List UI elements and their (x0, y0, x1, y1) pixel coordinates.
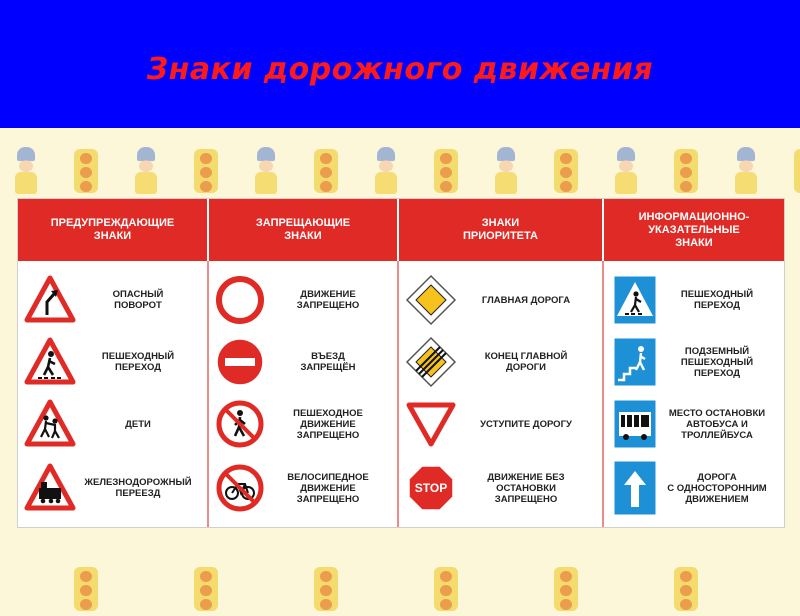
column-header-label: ПРЕДУПРЕЖДАЮЩИЕ ЗНАКИ (50, 217, 175, 242)
sign-item-bus-stop (612, 395, 782, 453)
column-header-label: ЗАПРЕЩАЮЩИЕ ЗНАКИ (255, 217, 351, 242)
column-divider (602, 261, 604, 527)
traffic-officer-decoration-icon (610, 145, 642, 195)
underground-crossing-sign-icon (612, 336, 658, 388)
sign-label: ОПАСНЫЙ ПОВОРОТ (112, 289, 164, 311)
table-header-row (18, 199, 784, 261)
header-banner (0, 0, 800, 128)
traffic-light-decoration-icon (430, 563, 462, 613)
sign-label: ДВИЖЕНИЕ ЗАПРЕЩЕНО (296, 289, 360, 311)
decorative-border-bottom (0, 560, 800, 616)
sign-item-give-way (404, 395, 600, 453)
sign-item-main-road (404, 271, 600, 329)
sign-label: УСТУПИТЕ ДОРОГУ (480, 418, 572, 430)
column-header-informational (604, 199, 784, 261)
sign-item-pedestrian-crossing-info (612, 271, 782, 329)
bus-stop-sign-icon (612, 398, 658, 450)
traffic-officer-decoration-icon (370, 145, 402, 195)
sign-item-no-pedestrians (214, 395, 394, 453)
column-header-prohibitory (209, 199, 397, 261)
traffic-light-decoration-icon (310, 145, 342, 195)
traffic-officer-decoration-icon (250, 145, 282, 195)
sign-label: ЖЕЛЕЗНОДОРОЖНЫЙ ПЕРЕЕЗД (84, 477, 192, 499)
column-divider (397, 261, 399, 527)
sign-item-railway-crossing (24, 457, 204, 519)
sign-item-stop (404, 457, 600, 519)
sign-label: ДОРОГА С ОДНОСТОРОННИМ ДВИЖЕНИЕМ (667, 471, 767, 505)
sign-label: ВЕЛОСИПЕДНОЕ ДВИЖЕНИЕ ЗАПРЕЩЕНО (287, 471, 369, 505)
sign-item-dangerous-curve (24, 271, 204, 329)
traffic-officer-decoration-icon (10, 145, 42, 195)
column-divider (207, 261, 209, 527)
sign-label: ДЕТИ (125, 418, 151, 430)
sign-item-underground-crossing (612, 333, 782, 391)
column-header-label: ИНФОРМАЦИОННО- УКАЗАТЕЛЬНЫЕ ЗНАКИ (638, 210, 750, 249)
give-way-sign-icon (404, 397, 458, 451)
traffic-officer-decoration-icon (730, 145, 762, 195)
traffic-light-decoration-icon (70, 145, 102, 195)
sign-item-end-main-road (404, 333, 600, 391)
column-header-priority (399, 199, 602, 261)
sign-item-no-bicycles (214, 457, 394, 519)
decorative-border-top (0, 142, 800, 198)
traffic-light-decoration-icon (670, 145, 702, 195)
sign-item-no-traffic (214, 271, 394, 329)
sign-label: ПЕШЕХОДНЫЙ ПЕРЕХОД (680, 289, 754, 311)
sign-item-pedestrian-crossing-warning (24, 333, 204, 391)
sign-item-children (24, 395, 204, 453)
column-header-label: ЗНАКИ ПРИОРИТЕТА (463, 217, 538, 242)
road-signs-table (17, 198, 785, 528)
traffic-light-decoration-icon (70, 563, 102, 613)
sign-label: ДВИЖЕНИЕ БЕЗ ОСТАНОВКИ ЗАПРЕЩЕНО (487, 471, 565, 505)
stop-sign-text: STOP (414, 481, 448, 495)
sign-label: ПЕШЕХОДНОЕ ДВИЖЕНИЕ ЗАПРЕЩЕНО (293, 407, 363, 441)
traffic-officer-decoration-icon (130, 145, 162, 195)
traffic-light-decoration-icon (790, 145, 800, 195)
children-sign-icon (24, 398, 76, 450)
pedestrian-crossing-info-icon (612, 274, 658, 326)
sign-item-no-entry (214, 333, 394, 391)
traffic-officer-decoration-icon (490, 145, 522, 195)
no-entry-sign-icon (214, 336, 266, 388)
traffic-light-decoration-icon (550, 145, 582, 195)
railway-crossing-sign-icon (24, 462, 76, 514)
one-way-road-sign-icon (612, 459, 658, 517)
sign-label: ПОДЗЕМНЫЙ ПЕШЕХОДНЫЙ ПЕРЕХОД (680, 345, 754, 379)
sign-label: ПЕШЕХОДНЫЙ ПЕРЕХОД (101, 351, 175, 373)
pedestrian-crossing-warning-icon (24, 336, 76, 388)
no-bicycles-sign-icon (214, 462, 266, 514)
traffic-light-decoration-icon (550, 563, 582, 613)
page-title: Знаки дорожного движения (146, 52, 654, 87)
sign-label: КОНЕЦ ГЛАВНОЙ ДОРОГИ (484, 351, 568, 373)
traffic-light-decoration-icon (430, 145, 462, 195)
no-traffic-sign-icon (214, 274, 266, 326)
sign-label: МЕСТО ОСТАНОВКИ АВТОБУСА И ТРОЛЛЕЙБУСА (668, 407, 766, 441)
traffic-light-decoration-icon (670, 563, 702, 613)
column-header-warning (18, 199, 207, 261)
stop-sign-icon (404, 461, 458, 515)
end-main-road-sign-icon (404, 335, 458, 389)
dangerous-curve-sign-icon (24, 274, 76, 326)
traffic-light-decoration-icon (310, 563, 342, 613)
traffic-light-decoration-icon (190, 145, 222, 195)
traffic-light-decoration-icon (190, 563, 222, 613)
sign-item-one-way-road (612, 457, 782, 519)
sign-label: ВЪЕЗД ЗАПРЕЩЁН (300, 351, 356, 373)
no-pedestrians-sign-icon (214, 398, 266, 450)
main-road-sign-icon (404, 273, 458, 327)
sign-label: ГЛАВНАЯ ДОРОГА (481, 294, 571, 306)
